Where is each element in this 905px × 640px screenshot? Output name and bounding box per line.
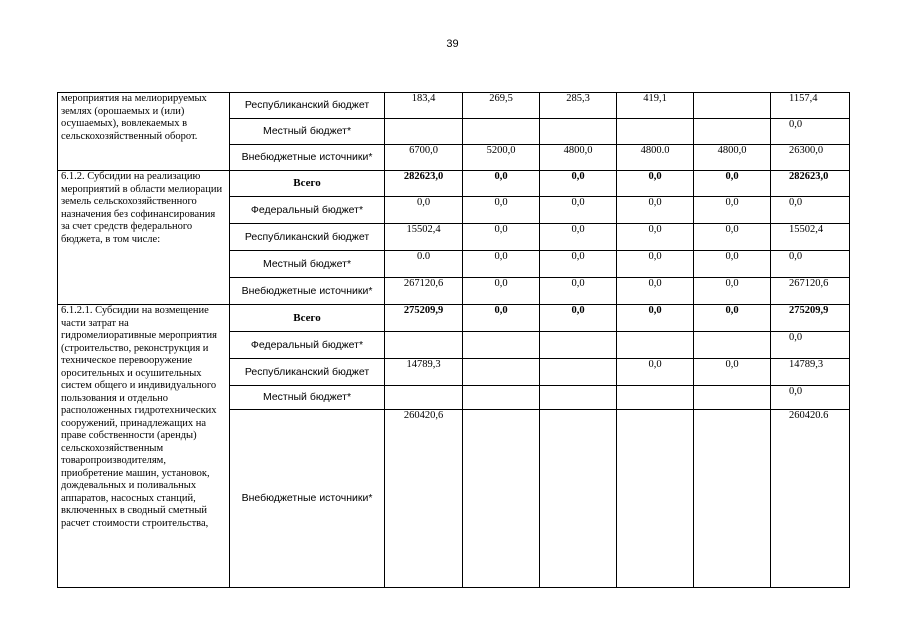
funding-source: Внебюджетные источники* <box>230 410 385 588</box>
year-value-cell: 0,0 <box>463 224 540 251</box>
year-value-cell: 0,0 <box>617 359 694 386</box>
year-value-cell: 0,0 <box>617 278 694 305</box>
funding-source: Федеральный бюджет* <box>230 332 385 359</box>
year-value-cell: 0,0 <box>694 171 771 197</box>
year-value-cell <box>463 386 540 410</box>
year-value-cell: 183,4 <box>385 93 463 119</box>
year-value-cell: 0,0 <box>694 251 771 278</box>
year-value-cell <box>463 119 540 145</box>
year-value-cell <box>694 332 771 359</box>
year-value-cell: 0,0 <box>463 251 540 278</box>
year-value-cell: 282623,0 <box>385 171 463 197</box>
year-value-cell: 0,0 <box>540 224 617 251</box>
funding-source: Всего <box>230 305 385 332</box>
year-value-cell: 269,5 <box>463 93 540 119</box>
year-value-cell: 267120,6 <box>385 278 463 305</box>
total-cell: 0,0 <box>771 119 850 145</box>
year-value-cell: 0,0 <box>694 359 771 386</box>
year-value-cell: 0,0 <box>540 278 617 305</box>
year-value-cell: 6700,0 <box>385 145 463 171</box>
year-value-cell: 419,1 <box>617 93 694 119</box>
year-value-cell: 15502,4 <box>385 224 463 251</box>
total-cell: 282623,0 <box>771 171 850 197</box>
year-value-cell: 0.0 <box>385 251 463 278</box>
year-value-cell <box>463 332 540 359</box>
table-row <box>58 305 850 332</box>
funding-source: Местный бюджет* <box>230 251 385 278</box>
year-value-cell: 0,0 <box>540 197 617 224</box>
year-value-cell: 0,0 <box>617 305 694 332</box>
year-value-cell <box>617 386 694 410</box>
year-value-cell <box>540 386 617 410</box>
year-value-cell <box>617 332 694 359</box>
funding-source: Местный бюджет* <box>230 119 385 145</box>
year-value-cell <box>694 410 771 588</box>
total-cell: 14789,3 <box>771 359 850 386</box>
year-value-cell: 0,0 <box>463 305 540 332</box>
year-value-cell: 0,0 <box>540 251 617 278</box>
year-value-cell <box>385 332 463 359</box>
table-row <box>58 93 850 119</box>
year-value-cell <box>540 119 617 145</box>
funding-source: Всего <box>230 171 385 197</box>
year-value-cell: 4800,0 <box>694 145 771 171</box>
funding-source: Внебюджетные источники* <box>230 278 385 305</box>
total-cell: 1157,4 <box>771 93 850 119</box>
funding-source: Федеральный бюджет* <box>230 197 385 224</box>
year-value-cell: 0,0 <box>694 305 771 332</box>
year-value-cell: 5200,0 <box>463 145 540 171</box>
year-value-cell: 0,0 <box>540 171 617 197</box>
year-value-cell: 0,0 <box>463 171 540 197</box>
year-value-cell: 0,0 <box>617 171 694 197</box>
year-value-cell <box>694 119 771 145</box>
year-value-cell: 14789,3 <box>385 359 463 386</box>
year-value-cell: 0,0 <box>540 305 617 332</box>
year-value-cell: 0,0 <box>385 197 463 224</box>
funding-source: Местный бюджет* <box>230 386 385 410</box>
total-cell: 26300,0 <box>771 145 850 171</box>
year-value-cell: 0,0 <box>617 251 694 278</box>
year-value-cell <box>540 359 617 386</box>
total-cell: 0,0 <box>771 386 850 410</box>
year-value-cell: 0,0 <box>694 278 771 305</box>
funding-source: Республиканский бюджет <box>230 93 385 119</box>
year-value-cell: 4800.0 <box>617 145 694 171</box>
funding-source: Республиканский бюджет <box>230 224 385 251</box>
total-cell: 15502,4 <box>771 224 850 251</box>
measure-description: 6.1.2.1. Субсидии на возмещение части затрат на гидромелиоративные мероприятия (строительство, реконструкция и техническое перевооружение оросительных и осушительных систем общего и индивидуального пользования и отдельно расположенных гидротехнических сооружений, принадлежащих на праве собственности (аренды) сельскохозяйственным товаропроизводителям, приобретение машин, установок, дождевальных и поливальных аппаратов, насосных станций, включенных в сводный сметный расчет стоимости строительства, <box>58 305 230 588</box>
year-value-cell: 0,0 <box>694 197 771 224</box>
page-number: 39 <box>446 38 459 50</box>
table-row <box>58 171 850 197</box>
year-value-cell <box>694 386 771 410</box>
year-value-cell: 0,0 <box>617 197 694 224</box>
total-cell: 0,0 <box>771 251 850 278</box>
measure-description: 6.1.2. Субсидии на реализацию мероприятий в области мелиорации земель сельскохозяйственного назначения без софинансирования за счет средств федерального бюджета, в том числе: <box>58 171 230 305</box>
year-value-cell <box>385 386 463 410</box>
year-value-cell: 0,0 <box>463 197 540 224</box>
total-cell: 0,0 <box>771 197 850 224</box>
year-value-cell: 285,3 <box>540 93 617 119</box>
year-value-cell: 275209,9 <box>385 305 463 332</box>
year-value-cell <box>463 410 540 588</box>
year-value-cell: 0,0 <box>694 224 771 251</box>
total-cell: 275209,9 <box>771 305 850 332</box>
year-value-cell: 0,0 <box>617 224 694 251</box>
year-value-cell <box>617 119 694 145</box>
budget-table <box>57 92 850 588</box>
measure-description: мероприятия на мелиорируемых землях (орошаемых и (или) осушаемых), вовлекаемых в сельскохозяйственный оборот. <box>58 93 230 171</box>
year-value-cell <box>385 119 463 145</box>
year-value-cell: 0,0 <box>463 278 540 305</box>
year-value-cell <box>694 93 771 119</box>
year-value-cell <box>617 410 694 588</box>
total-cell: 0,0 <box>771 332 850 359</box>
year-value-cell <box>540 410 617 588</box>
total-cell: 267120,6 <box>771 278 850 305</box>
year-value-cell <box>463 359 540 386</box>
funding-source: Республиканский бюджет <box>230 359 385 386</box>
year-value-cell <box>540 332 617 359</box>
total-cell: 260420.6 <box>771 410 850 588</box>
funding-source: Внебюджетные источники* <box>230 145 385 171</box>
year-value-cell: 4800,0 <box>540 145 617 171</box>
year-value-cell: 260420,6 <box>385 410 463 588</box>
